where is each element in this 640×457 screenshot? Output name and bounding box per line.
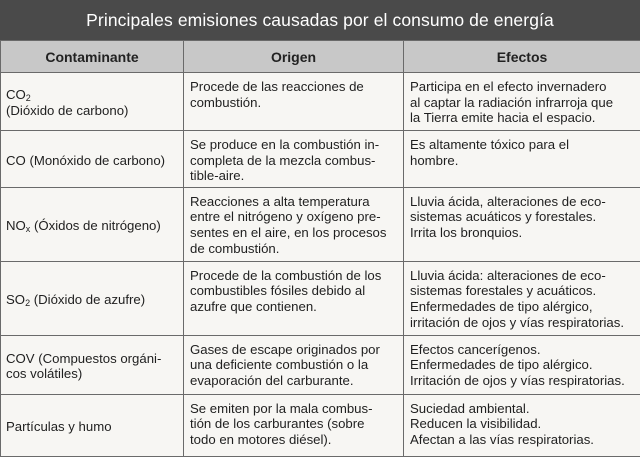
pollutant-name: (Monóxido de carbono)	[29, 153, 165, 168]
pollutant-name: (Óxidos de nitrógeno)	[34, 218, 161, 233]
origen-cell: Se emiten por la mala combus- tión de los carburantes (sobre todo en motores diésel).	[184, 394, 404, 456]
formula-subscript: 2	[25, 298, 30, 308]
header-contaminante: Contaminante	[1, 41, 184, 73]
table-row	[1, 394, 640, 456]
table-row	[1, 261, 640, 335]
pollutant-name: (Dióxido de carbono)	[6, 103, 128, 118]
origen-cell: Reacciones a alta temperatura entre el nitrógeno y oxígeno pre- sentes en el aire, en los procesos de combustión.	[184, 187, 404, 261]
origen-cell: Procede de la combustión de los combustibles fósiles debido al azufre que contienen.	[184, 261, 404, 335]
table-row	[1, 131, 640, 188]
contaminante-cell	[1, 131, 184, 188]
table-row	[1, 73, 640, 131]
formula: CO	[6, 153, 26, 168]
efectos-cell: Es altamente tóxico para el hombre.	[404, 131, 640, 188]
header-origen: Origen	[184, 41, 404, 73]
table-title: Principales emisiones causadas por el consumo de energía	[0, 0, 640, 40]
contaminante-cell	[1, 73, 184, 131]
header-row	[1, 41, 640, 73]
contaminante-cell: COV (Compuestos orgáni- cos volátiles)	[1, 335, 184, 394]
efectos-cell: Lluvia ácida: alteraciones de eco- sistemas forestales y acuáticos. Enfermedades de tipo alérgico, irritación de ojos y vías respiratorias.	[404, 261, 640, 335]
origen-cell: Procede de las reacciones de combustión.	[184, 73, 404, 131]
contaminante-cell	[1, 261, 184, 335]
table-row	[1, 335, 640, 394]
contaminante-cell: Partículas y humo	[1, 394, 184, 456]
origen-cell: Gases de escape originados por una deficiente combustión o la evaporación del carburante.	[184, 335, 404, 394]
header-efectos: Efectos	[404, 41, 640, 73]
table-row	[1, 187, 640, 261]
emissions-table	[0, 40, 640, 457]
formula: CO	[6, 87, 26, 102]
formula: NO	[6, 218, 26, 233]
formula-subscript: 2	[26, 93, 31, 103]
efectos-cell: Efectos cancerígenos. Enfermedades de tipo alérgico. Irritación de ojos y vías respiratorias.	[404, 335, 640, 394]
contaminante-cell	[1, 187, 184, 261]
efectos-cell: Participa en el efecto invernadero al captar la radiación infrarroja que la Tierra emite hacia el espacio.	[404, 73, 640, 131]
formula-subscript: x	[26, 224, 31, 234]
efectos-cell: Lluvia ácida, alteraciones de eco- sistemas acuáticos y forestales. Irrita los bronquios.	[404, 187, 640, 261]
origen-cell: Se produce en la combustión in- completa de la mezcla combus- tible-aire.	[184, 131, 404, 188]
formula: SO	[6, 292, 25, 307]
efectos-cell: Suciedad ambiental. Reducen la visibilidad. Afectan a las vías respiratorias.	[404, 394, 640, 456]
pollutant-name: (Dióxido de azufre)	[34, 292, 145, 307]
